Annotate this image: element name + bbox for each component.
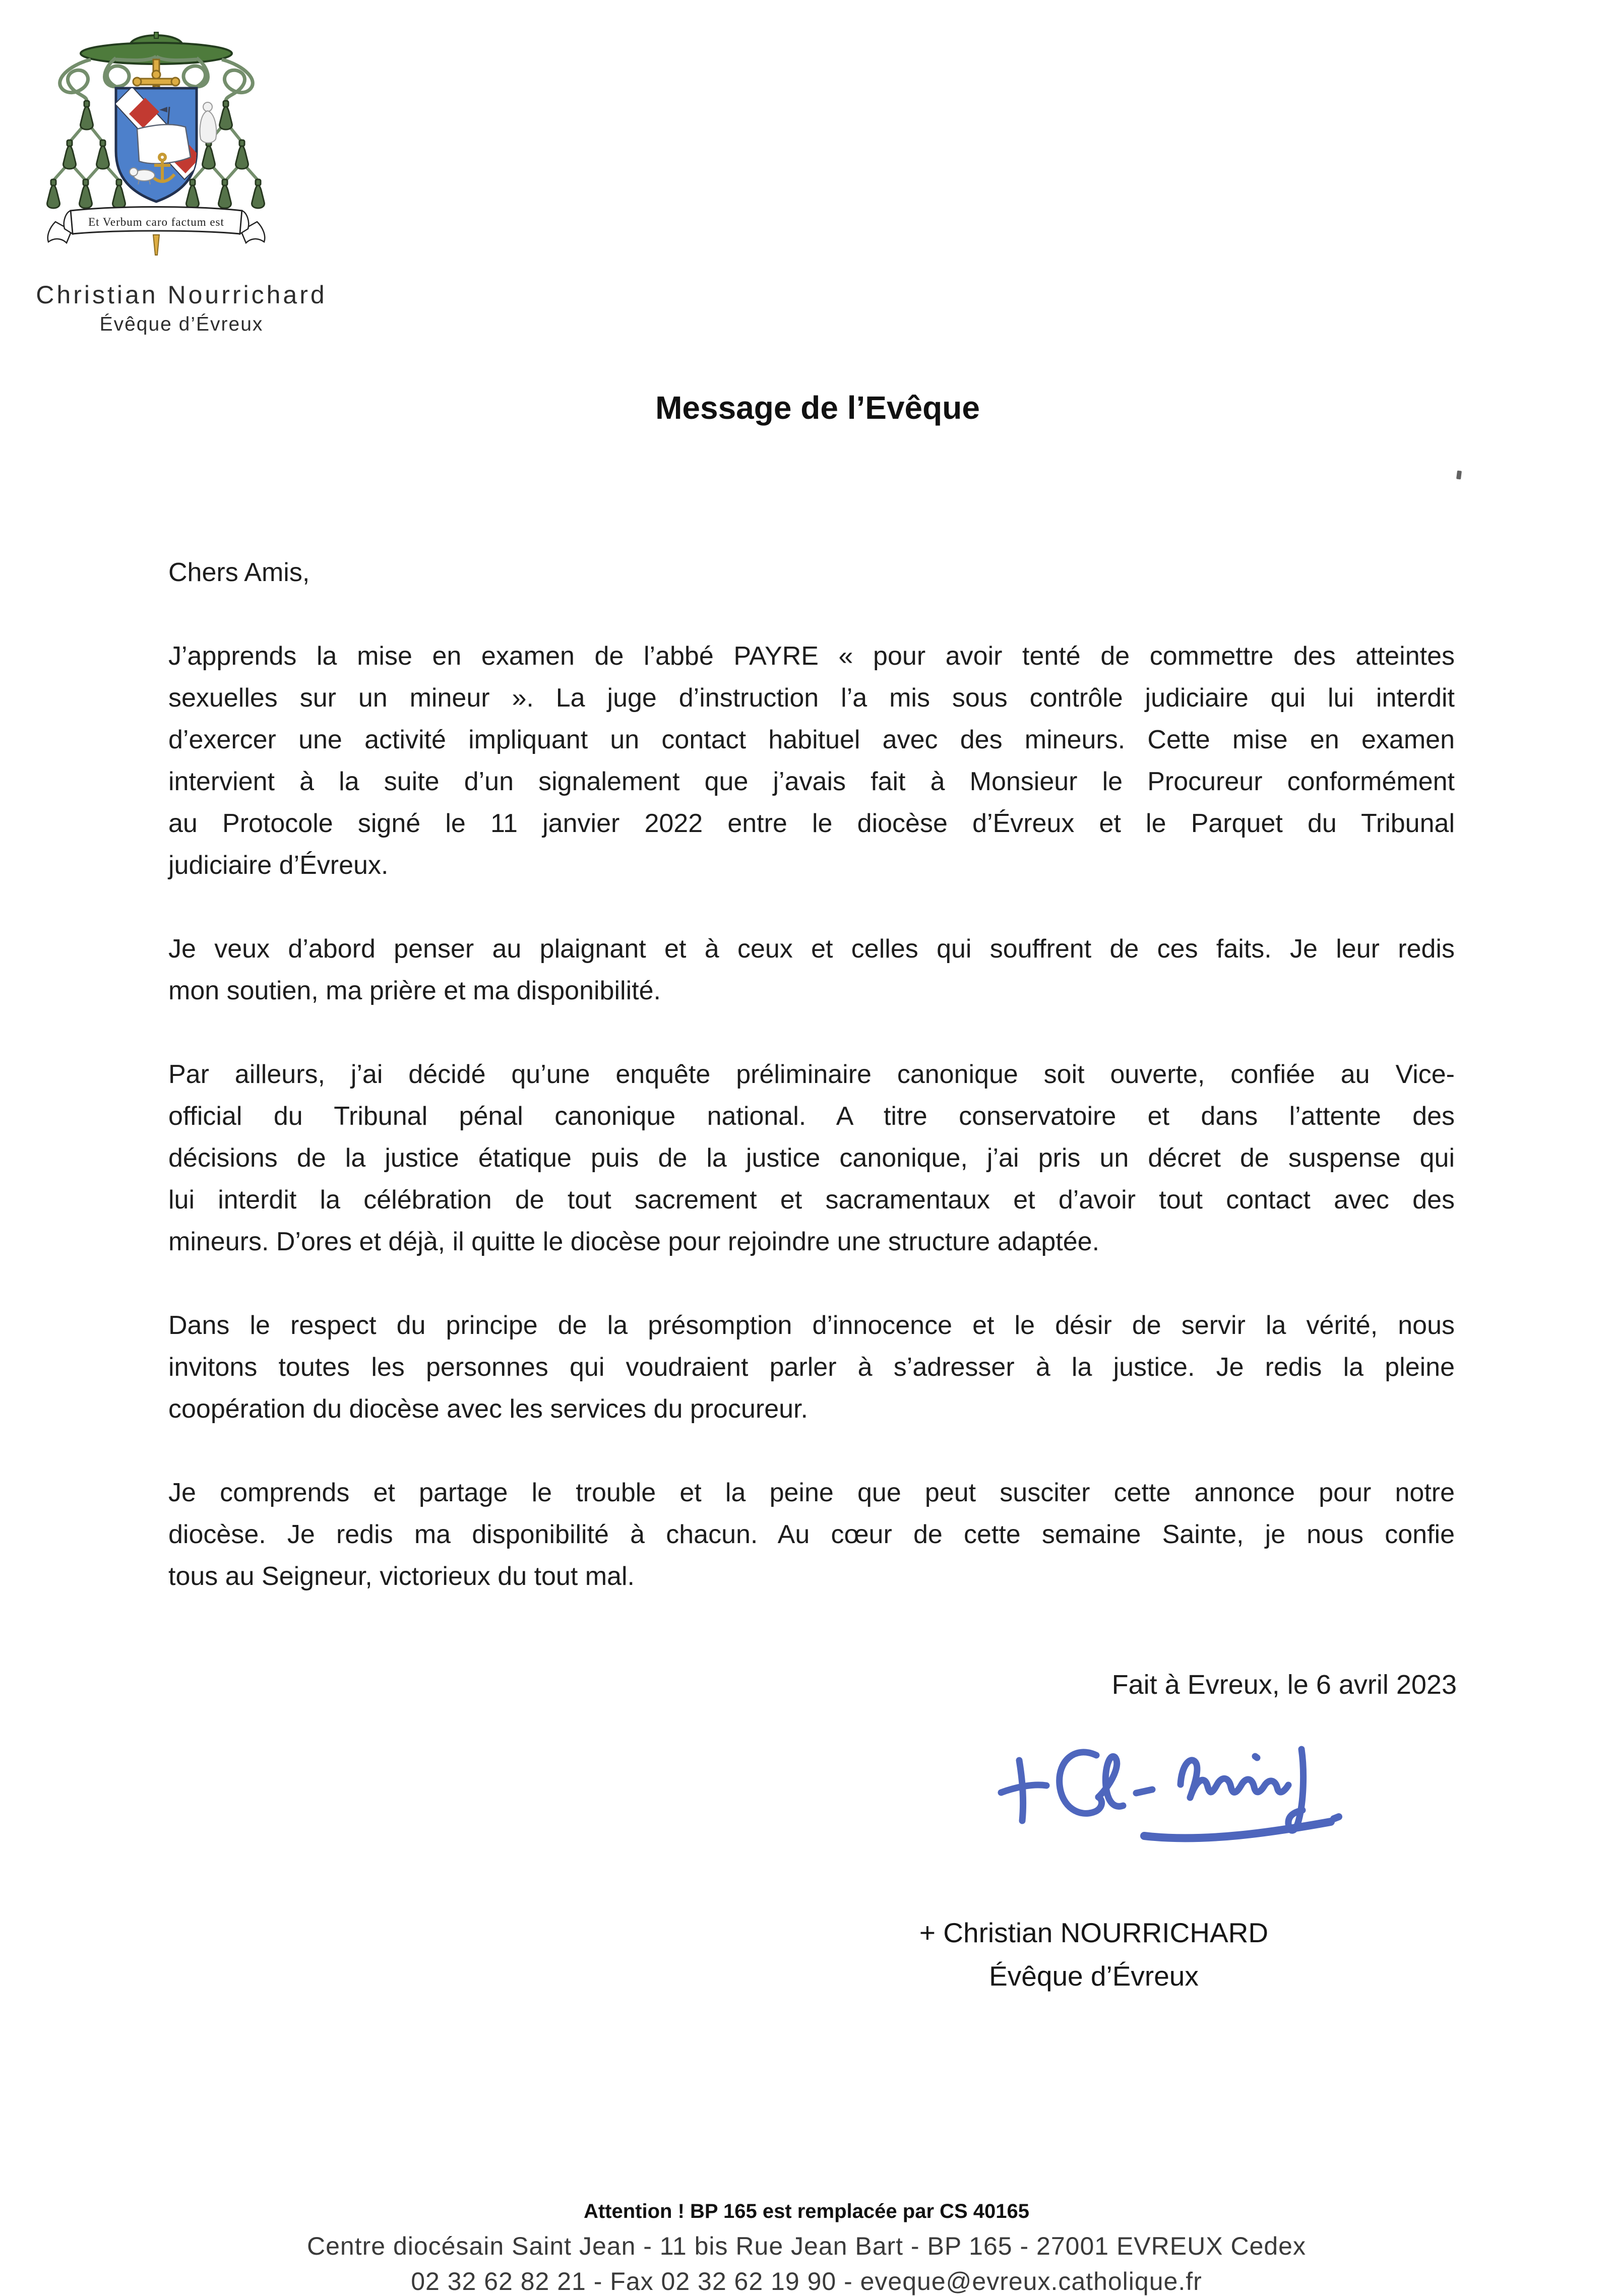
paragraph-line: Dans le respect du principe de la présomption d’innocence et le désir de servir la vérité, nous [168,1311,1455,1340]
paragraph-line: invitons toutes les personnes qui voudraient parler à s’adresser à la justice. Je redis la pleine [168,1353,1455,1382]
sender-title: Évêque d’Évreux [99,313,264,335]
paragraph [168,635,1455,886]
paragraph-line: mon soutien, ma prière et ma disponibilité. [168,976,661,1005]
footer-address: Centre diocésain Saint Jean - 11 bis Rue Jean Bart - BP 165 - 27001 EVREUX Cedex [306,2232,1306,2260]
paragraph-line: diocèse. Je redis ma disponibilité à chacun. Au cœur de cette semaine Sainte, je nous confie [168,1520,1455,1549]
dateline: Fait à Evreux, le 6 avril 2023 [1111,1670,1457,1700]
paragraph-line: Par ailleurs, j’ai décidé qu’une enquête préliminaire canonique soit ouverte, confiée au Vice- [168,1060,1455,1089]
scan-artifact [1456,471,1462,480]
signature-ink [1001,1749,1339,1838]
footer-contact: 02 32 62 82 21 - Fax 02 32 62 19 90 - eveque@evreux.catholique.fr [411,2267,1202,2295]
paragraph-line: lui interdit la célébration de tout sacrement et sacramentaux et d’avoir tout contact avec des [168,1185,1455,1215]
letter-paragraphs [168,635,1455,1598]
paragraph-line: Je comprends et partage le trouble et la peine que peut susciter cette annonce pour notre [168,1478,1455,1507]
shield [115,87,216,202]
signoff-name: + Christian NOURRICHARD [919,1917,1269,1948]
motto-text: Et Verbum caro factum est [88,216,224,228]
virgin-statue-icon [200,102,217,143]
handwritten-signature [993,1736,1386,1862]
paragraph-line: coopération du diocèse avec les services du procureur. [168,1394,808,1424]
paragraph [168,928,1455,1012]
paragraph-line: sexuelles sur un mineur ». La juge d’instruction l’a mis sous contrôle judiciaire qui lui interdit [168,683,1455,713]
paragraph [168,1472,1455,1598]
paragraph-line: J’apprends la mise en examen de l’abbé PAYRE « pour avoir tenté de commettre des atteintes [168,642,1455,671]
paragraph [168,1305,1455,1430]
paragraph-line: tous au Seigneur, victorieux du tout mal. [168,1562,635,1591]
paragraph-line: Je veux d’abord penser au plaignant et à ceux et celles qui souffrent de ces faits. Je leur redis [168,934,1455,964]
signoff-block [887,1911,1300,1998]
sender-name: Christian Nourrichard [36,281,327,309]
paragraph-line: d’exercer une activité impliquant un contact habituel avec des mineurs. Cette mise en examen [168,725,1455,754]
sender-block [20,280,343,336]
paragraph-line: au Protocole signé le 11 janvier 2022 entre le diocèse d’Évreux et le Parquet du Tribunal [168,809,1455,838]
footer-notice: Attention ! BP 165 est remplacée par CS 40165 [583,2200,1030,2222]
paragraph-line: mineurs. D’ores et déjà, il quitte le diocèse pour rejoindre une structure adaptée. [168,1227,1100,1256]
paragraph-line: official du Tribunal pénal canonique national. A titre conservatoire et dans l’attente des [168,1102,1455,1131]
cross-tip [153,235,159,255]
signoff-title: Évêque d’Évreux [989,1960,1199,1992]
coat-of-arms [40,30,272,256]
paragraph-line: décisions de la justice étatique puis de la justice canonique, j’ai pris un décret de suspense qui [168,1143,1455,1173]
paragraph-line: judiciaire d’Évreux. [168,851,389,880]
salutation: Chers Amis, [168,558,310,587]
page-title: Message de l’Evêque [655,390,980,426]
letter-body [168,552,1455,1639]
paragraph-line: intervient à la suite d’un signalement que j’avais fait à Monsieur le Procureur conformément [168,767,1455,796]
paragraph [168,1054,1455,1263]
